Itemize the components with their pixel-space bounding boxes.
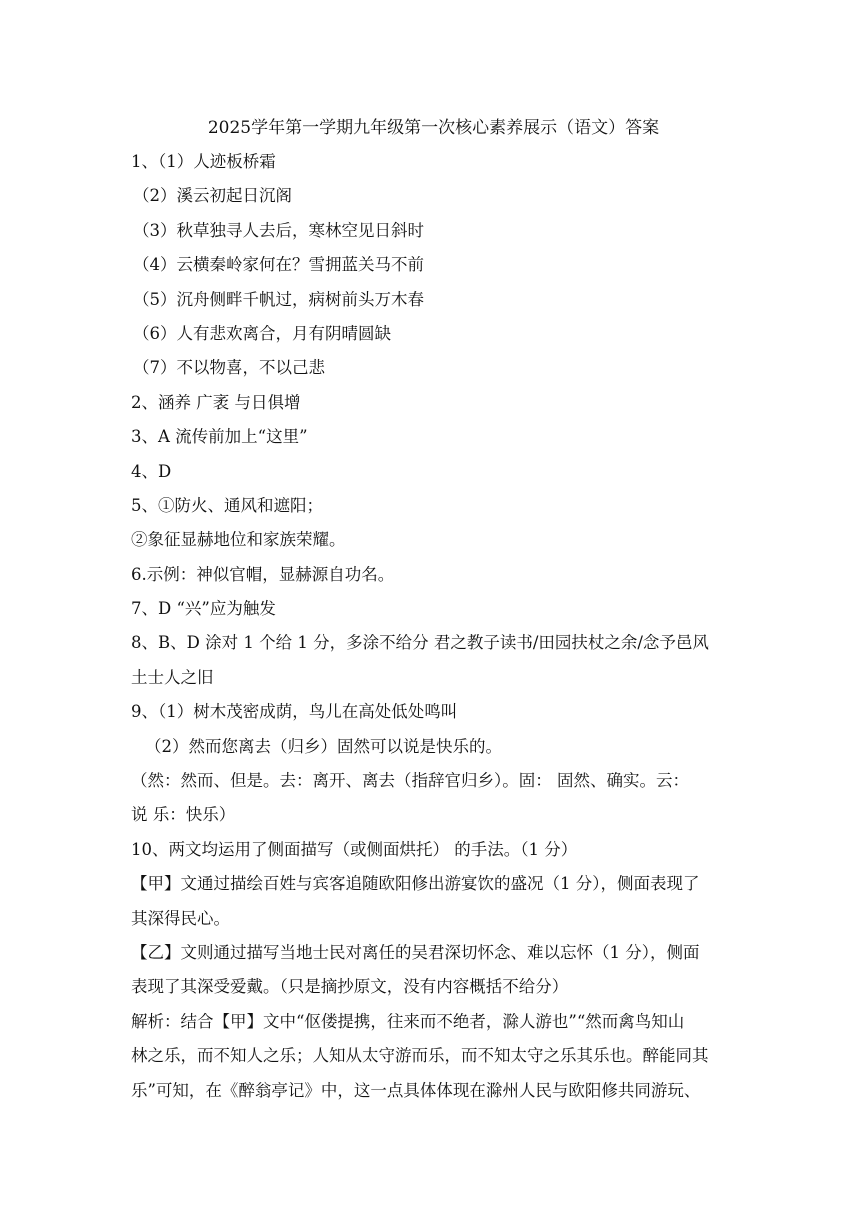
answer-line: 8、B、D 涂对 1 个给 1 分，多涂不给分 君之教子读书/田园扶杖之余/念予邑风	[131, 633, 709, 653]
answer-line: 说 乐：快乐）	[131, 805, 236, 825]
answer-line: （2）然而您离去（归乡）固然可以说是快乐的。	[145, 736, 502, 756]
answer-line: 10、两文均运用了侧面描写（或侧面烘托） 的手法。（1 分）	[131, 839, 578, 859]
answer-line: （然：然而、但是。去：离开、离去（指辞官归乡）。固： 固然、确实。云：	[131, 771, 689, 791]
answer-line: 2、涵养 广袤 与日俱增	[131, 392, 301, 412]
answer-line: 5、①防火、通风和遮阳；	[131, 495, 323, 515]
answer-line: 其深得民心。	[131, 908, 230, 928]
answer-line: ②象征显赫地位和家族荣耀。	[131, 530, 346, 550]
answer-line: 【乙】文则通过描写当地士民对离任的吴君深切怀念、难以忘怀（1 分），侧面	[131, 942, 700, 962]
answer-line: 乐”可知，在《醉翁亭记》中，这一点具体体现在滁州人民与欧阳修共同游玩、	[131, 1080, 701, 1100]
answer-line: 土士人之旧	[131, 667, 214, 687]
answer-line: 林之乐，而不知人之乐；人知从太守游而乐，而不知太守之乐其乐也。醉能同其	[131, 1046, 709, 1066]
answer-line: 1、（1）人迹板桥霜	[131, 152, 276, 171]
answer-line: 【甲】文通过描绘百姓与宾客追随欧阳修出游宴饮的盛况（1 分），侧面表现了	[131, 874, 700, 894]
page-title: 2025学年第一学期九年级第一次核心素养展示（语文）答案	[207, 118, 660, 138]
answer-line: 表现了其深受爱戴。（只是摘抄原文，没有内容概括不给分）	[131, 977, 569, 997]
answer-line: 9、（1）树木茂密成荫，鸟儿在高处低处鸣叫	[131, 702, 458, 722]
answer-line: （7）不以物喜，不以己悲	[133, 358, 325, 378]
answer-line: （3）秋草独寻人去后，寒林空见日斜时	[133, 220, 424, 240]
answer-line: 3、A 流传前加上“这里”	[131, 427, 308, 447]
answer-line: 4、D	[131, 461, 172, 481]
answer-line: （6）人有悲欢离合，月有阴晴圆缺	[133, 323, 391, 343]
answer-line: 7、D “兴”应为触发	[131, 599, 276, 619]
answer-line: （4）云横秦岭家何在？雪拥蓝关马不前	[133, 255, 424, 275]
answer-line: 6.示例：神似官帽，显赫源自功名。	[131, 564, 395, 584]
answer-line: 解析：结合【甲】文中“伛偻提携，往来而不绝者，滁人游也”“然而禽鸟知山	[131, 1011, 685, 1031]
answer-content	[131, 145, 751, 1108]
answer-line: （5）沉舟侧畔千帆过，病树前头万木春	[133, 289, 424, 309]
answer-line: （2）溪云初起日沉阁	[133, 186, 292, 206]
